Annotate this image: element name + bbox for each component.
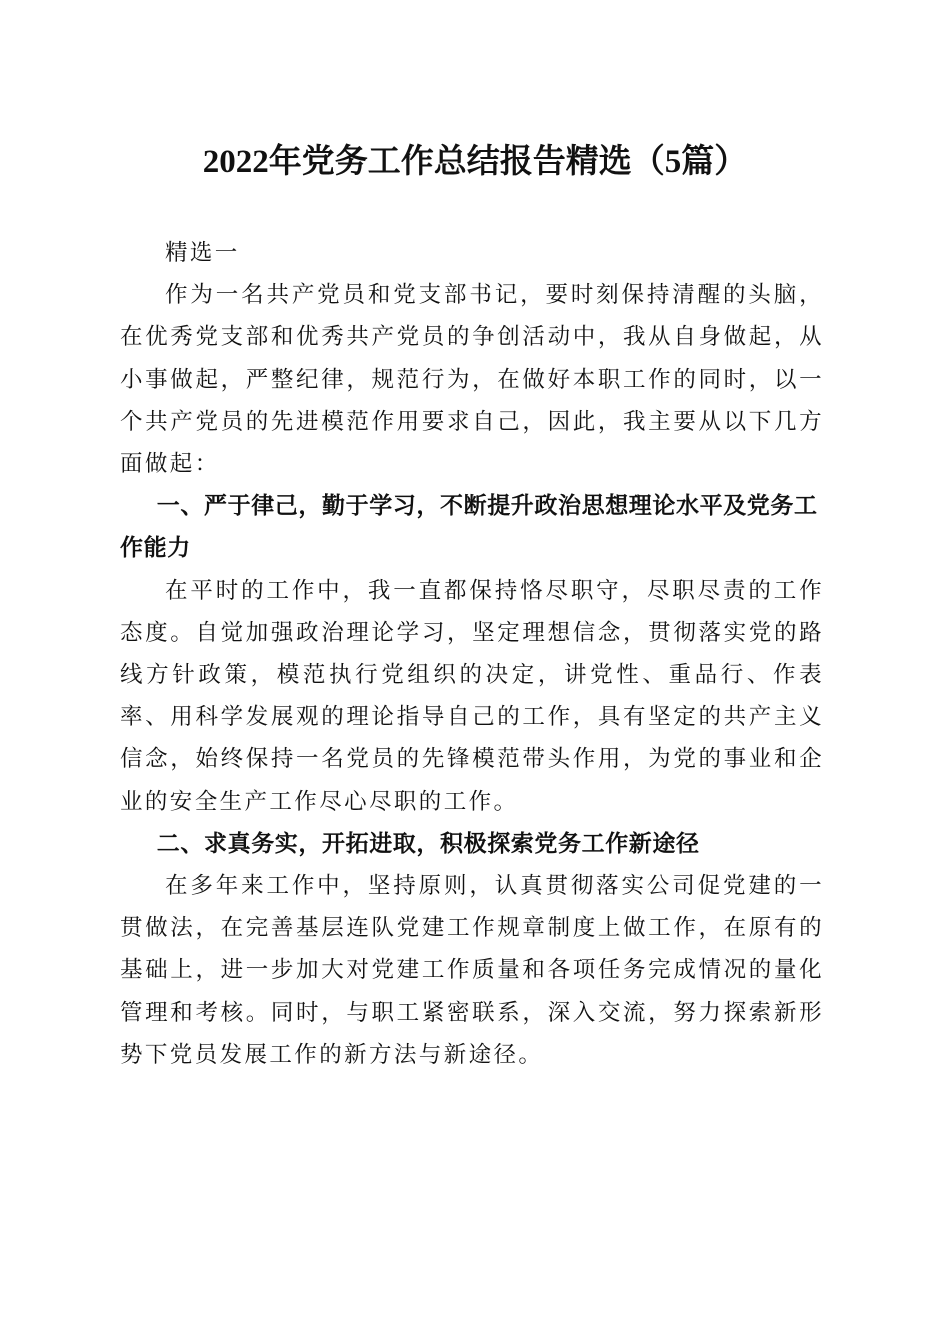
intro-paragraph: 作为一名共产党员和党支部书记，要时刻保持清醒的头脑，在优秀党支部和优秀共产党员的争创活动中，我从自身做起，从小事做起，严整纪律，规范行为，在做好本职工作的同时，以一个共产党员的先进模范作用要求自己，因此，我主要从以下几方面做起：: [120, 282, 824, 478]
section-label: 精选一: [165, 240, 240, 266]
document-title: 2022年党务工作总结报告精选（5篇）: [202, 144, 748, 180]
body-paragraph-1: 在平时的工作中，我一直都保持恪尽职守，尽职尽责的工作态度。自觉加强政治理论学习，坚定理想信念，贯彻落实党的路线方针政策，模范执行党组织的决定，讲党性、重品行、作表率、用科学发展观的理论指导自己的工作，具有坚定的共产主义信念，始终保持一名党员的先锋模范带头作用，为党的事业和企业的安全生产工作尽心尽职的工作。: [120, 577, 824, 815]
document-body: [120, 232, 824, 1076]
body-paragraph-2: 在多年来工作中，坚持原则，认真贯彻落实公司促党建的一贯做法，在完善基层连队党建工作规章制度上做工作，在原有的基础上，进一步加大对党建工作质量和各项任务完成情况的量化管理和考核。同时，与职工紧密联系，深入交流，努力探索新形势下党员发展工作的新方法与新途径。: [120, 873, 824, 1068]
section-heading-2: 二、求真务实，开拓进取，积极探索党务工作新途径: [156, 830, 700, 857]
section-heading-1: 一、严于律己，勤于学习，不断提升政治思想理论水平及党务工作能力: [120, 493, 818, 562]
